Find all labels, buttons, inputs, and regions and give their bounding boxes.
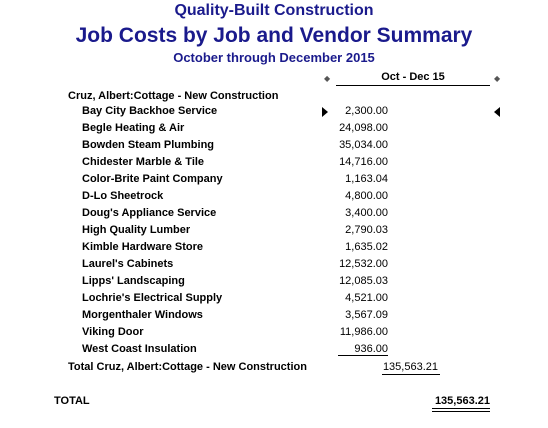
vendor-amount: 4,521.00: [345, 292, 388, 304]
row-selection-arrow-right-icon: [322, 107, 328, 117]
table-row[interactable]: [0, 154, 548, 171]
vendor-amount: 4,800.00: [345, 190, 388, 202]
table-row[interactable]: [0, 120, 548, 137]
vendor-amount: 35,034.00: [339, 139, 388, 151]
vendor-name: Lochrie's Electrical Supply: [82, 292, 223, 304]
vendor-name: Chidester Marble & Tile: [82, 156, 205, 168]
report-date-range: October through December 2015: [173, 50, 375, 65]
vendor-amount: 24,098.00: [339, 122, 388, 134]
table-row[interactable]: [0, 256, 548, 273]
grand-total-rule-top: [432, 408, 490, 409]
grand-total-label[interactable]: TOTAL: [54, 395, 90, 407]
table-row[interactable]: [0, 222, 548, 239]
table-row[interactable]: [0, 290, 548, 307]
vendor-name: Viking Door: [82, 326, 144, 338]
group-total-label[interactable]: Total Cruz, Albert:Cottage - New Construction: [68, 361, 307, 373]
vendor-name: Bowden Steam Plumbing: [82, 139, 215, 151]
vendor-name: Laurel's Cabinets: [82, 258, 174, 270]
table-row[interactable]: [0, 341, 548, 358]
vendor-amount: 1,635.02: [345, 241, 388, 253]
table-row[interactable]: [0, 188, 548, 205]
vendor-amount: 3,567.09: [345, 309, 388, 321]
table-row[interactable]: [0, 103, 548, 120]
vendor-amount: 14,716.00: [339, 156, 388, 168]
grand-total-rule-bottom: [432, 411, 490, 412]
vendor-name: D-Lo Sheetrock: [82, 190, 164, 202]
vendor-amount: 936.00: [354, 343, 388, 355]
vendor-name: High Quality Lumber: [82, 224, 191, 236]
vendor-name: Lipps' Landscaping: [82, 275, 185, 287]
vendor-name: Color-Brite Paint Company: [82, 173, 223, 185]
table-row[interactable]: [0, 324, 548, 341]
vendor-amount: 1,163.04: [345, 173, 388, 185]
vendor-name: Kimble Hardware Store: [82, 241, 204, 253]
vendor-amount: 11,986.00: [339, 326, 388, 338]
vendor-amount: 12,085.03: [339, 275, 388, 287]
report-title: Job Costs by Job and Vendor Summary: [75, 24, 473, 47]
company-name: Quality-Built Construction: [174, 2, 374, 19]
vendor-amount: 3,400.00: [345, 207, 388, 219]
vendor-amount: 12,532.00: [339, 258, 388, 270]
vendor-name: Bay City Backhoe Service: [82, 105, 218, 117]
column-header[interactable]: Oct - Dec 15: [381, 71, 445, 83]
table-row[interactable]: [0, 137, 548, 154]
vendor-name: West Coast Insulation: [82, 343, 197, 355]
column-header-underline: [336, 85, 490, 86]
grand-total-amount[interactable]: 135,563.21: [434, 395, 490, 407]
table-row[interactable]: [0, 273, 548, 290]
table-row[interactable]: [0, 171, 548, 188]
vendor-name: Morgenthaler Windows: [82, 309, 203, 321]
column-resize-diamond-right-icon[interactable]: ◆: [494, 74, 501, 83]
table-row[interactable]: [0, 239, 548, 256]
row-selection-arrow-left-icon: [494, 107, 500, 117]
job-group-label[interactable]: Cruz, Albert:Cottage - New Construction: [68, 90, 279, 102]
vendor-name: Doug's Appliance Service: [82, 207, 217, 219]
column-resize-diamond-left-icon[interactable]: ◆: [324, 74, 331, 83]
group-total-amount[interactable]: 135,563.21: [382, 361, 438, 373]
vendor-amount: 2,300.00: [345, 105, 388, 117]
vendor-name: Begle Heating & Air: [82, 122, 185, 134]
table-row[interactable]: [0, 307, 548, 324]
vendor-amount: 2,790.03: [345, 224, 388, 236]
table-row[interactable]: [0, 205, 548, 222]
subtotal-rule: [338, 355, 388, 356]
group-total-rule: [382, 374, 440, 375]
